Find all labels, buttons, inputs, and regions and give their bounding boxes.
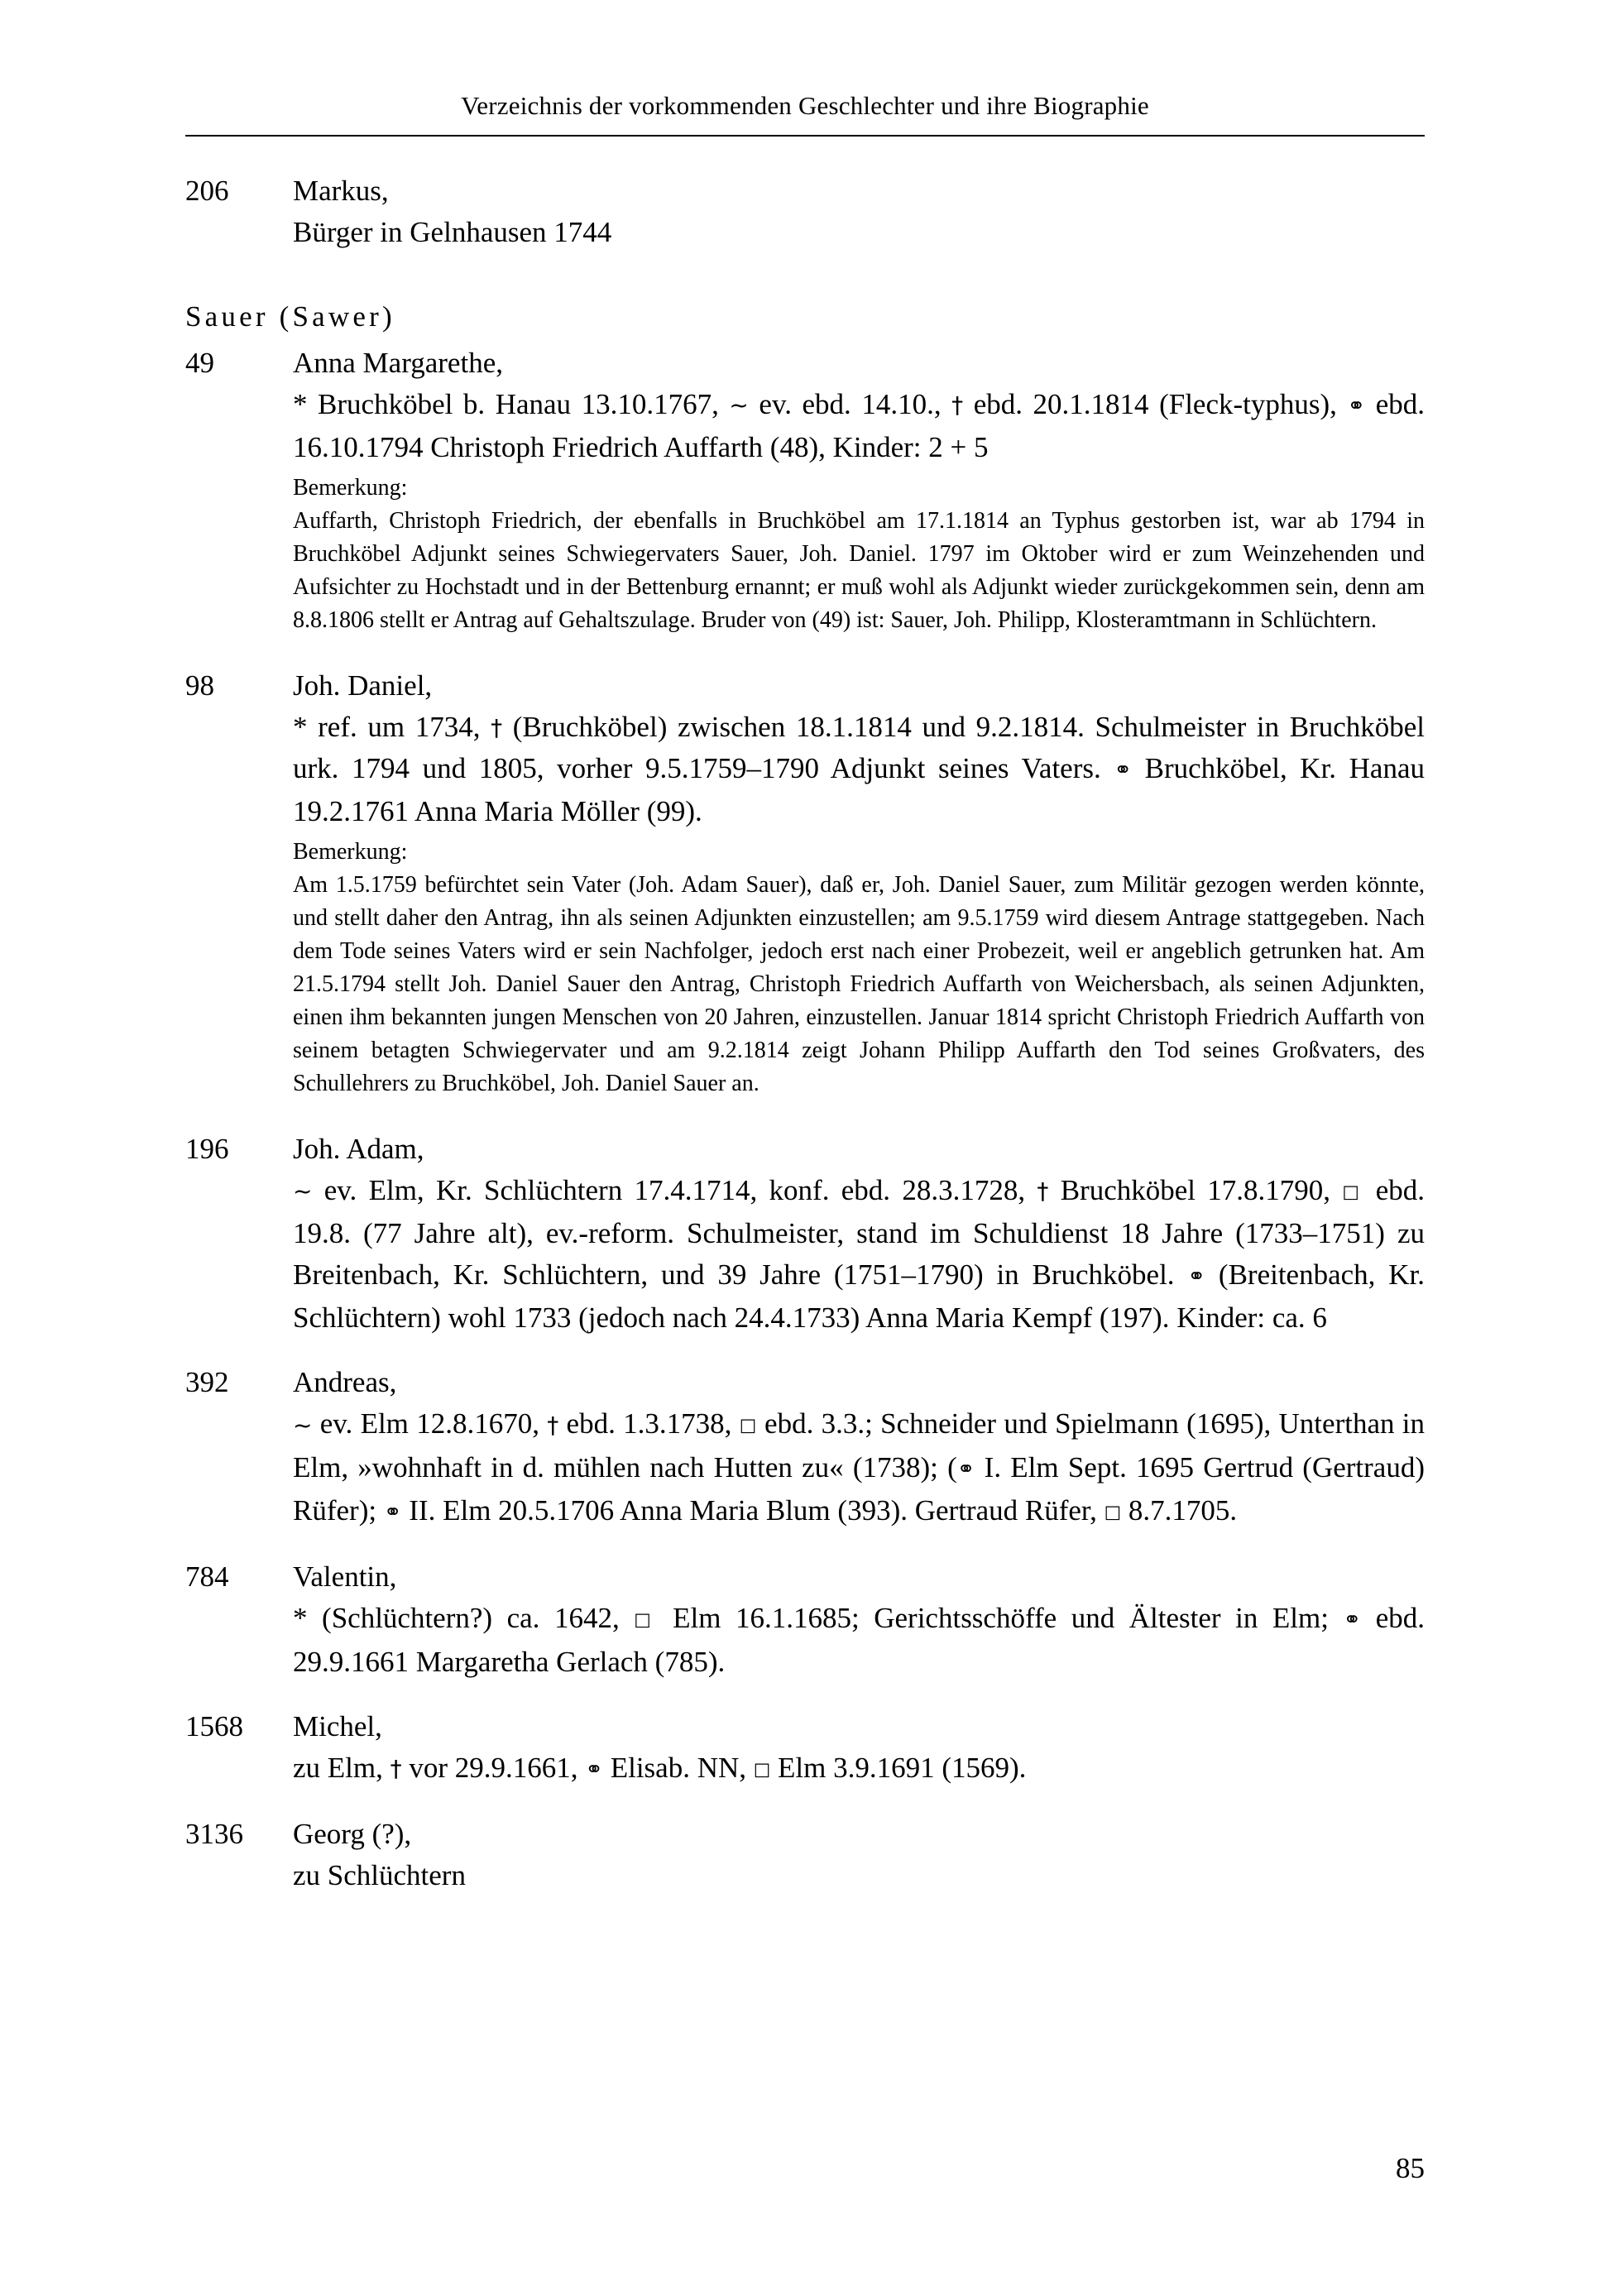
entry-number: 1568 (185, 1709, 243, 1742)
running-head: Verzeichnis der vorkommenden Geschlechter und ihre Biographie (461, 91, 1149, 120)
entry-196 (185, 1129, 1425, 1339)
entry-name: Markus, (293, 175, 389, 207)
entry-detail: * ref. um 1734, † (Bruchköbel) zwischen 18.1.1814 und 9.2.1814. Schulmeister in Bruchköbel urk. 1794 und 1805, vorher 9.5.1759–1790 Adjunkt seines Vaters. ⚭ Bruchköbel, Kr. Hanau 19.2.1761 Anna Maria Möller (99). (293, 710, 1425, 827)
remark-label: Bemerkung: (293, 474, 408, 501)
entry-number: 98 (185, 669, 214, 702)
entry-name: Andreas, (293, 1366, 397, 1399)
entry-206 (185, 170, 1425, 253)
entry-name: Valentin, (293, 1560, 397, 1594)
entry-detail: Bürger in Gelnhausen 1744 (293, 216, 612, 248)
entry-number: 392 (185, 1366, 229, 1399)
entry-1568 (185, 1706, 1425, 1790)
entry-detail: * Bruchköbel b. Hanau 13.10.1767, ~ ev. ebd. 14.10., † ebd. 20.1.1814 (Fleck-typhus), ⚭ ebd. 16.10.1794 Christoph Friedrich Auffarth (48), Kinder: 2 + 5 (293, 388, 1426, 463)
family-heading: Sauer (Sawer) (185, 300, 395, 333)
remark-label: Bemerkung: (293, 838, 408, 865)
entry-name: Georg (?), (293, 1817, 412, 1850)
entry-detail: zu Schlüchtern (293, 1858, 466, 1891)
entry-number: 49 (185, 347, 214, 379)
entry-name: Anna Margarethe, (293, 347, 503, 379)
entry-98 (185, 665, 1425, 1100)
page-body (185, 170, 1425, 1896)
running-head-rule (185, 135, 1425, 137)
page-number: 85 (1396, 2152, 1425, 2184)
entry-392 (185, 1362, 1425, 1533)
entry-number: 196 (185, 1132, 229, 1165)
remark-text: Auffarth, Christoph Friedrich, der ebenfalls in Bruchköbel am 17.1.1814 an Typhus gestorben ist, war ab 1794 in Bruchköbel Adjunkt seines Schwiegervaters Sauer, Joh. Daniel. 1797 im Oktober wird er zum Weinzehenden und Aufsichter zu Hochstadt und in der Bettenburg ernannt; er muß wohl als Adjunkt wieder zurückgekommen sein, denn am 8.8.1806 stellt er Antrag auf Gehaltszulage. Bruder von (49) ist: Sauer, Joh. Philipp, Klosteramtmann in Schlüchtern. (293, 507, 1425, 633)
entry-name: Michel, (293, 1709, 382, 1742)
entry-detail: * (Schlüchtern?) ca. 1642, □ Elm 16.1.1685; Gerichtsschöffe und Ältester in Elm; ⚭ ebd. 29.9.1661 Margaretha Gerlach (785). (293, 1602, 1425, 1678)
entry-detail: zu Elm, † vor 29.9.1661, ⚭ Elisab. NN, □ Elm 3.9.1691 (1569). (293, 1751, 1027, 1784)
entry-number: 3136 (185, 1817, 243, 1850)
entry-name: Joh. Adam, (293, 1132, 424, 1165)
entry-number: 206 (185, 175, 229, 207)
entry-784 (185, 1556, 1425, 1682)
remark-text: Am 1.5.1759 befürchtet sein Vater (Joh. Adam Sauer), daß er, Joh. Daniel Sauer, zum Militär gezogen werden könnte, und stellt daher den Antrag, ihn als seinen Adjunkten einzustellen; am 9.5.1759 wird diesem Antrage stattgegeben. Nach dem Tode seines Vaters wird er sein Nachfolger, jedoch erst nach einer Probezeit, weil er angeblich getrunken hat. Am 21.5.1794 stellt Joh. Daniel Sauer den Antrag, Christoph Friedrich Auffarth von Weichersbach, als seinen Adjunkten, einen ihm bekannten jungen Menschen von 20 Jahren, einzustellen. Januar 1814 spricht Christoph Friedrich Auffarth von seinem betagten Schwiegervater und am 9.2.1814 zeigt Johann Philipp Auffarth den Tod seines Großvaters, des Schullehrers zu Bruchköbel, Joh. Daniel Sauer an. (293, 871, 1425, 1096)
entry-detail: ~ ev. Elm 12.8.1670, † ebd. 1.3.1738, □ ebd. 3.3.; Schneider und Spielmann (1695), Unterthan in Elm, »wohnhaft in d. mühlen nach Hutten zu« (1738); (⚭ I. Elm Sept. 1695 Gertrud (Gertraud) Rüfer); ⚭ II. Elm 20.5.1706 Anna Maria Blum (393). Gertraud Rüfer, □ 8.7.1705. (293, 1407, 1426, 1527)
entry-name: Joh. Daniel, (293, 669, 433, 702)
entry-number: 784 (185, 1560, 229, 1594)
entry-49 (185, 343, 1425, 637)
entry-3136 (185, 1814, 1425, 1896)
entry-detail: ~ ev. Elm, Kr. Schlüchtern 17.4.1714, konf. ebd. 28.3.1728, † Bruchköbel 17.8.1790, □ ebd. 19.8. (77 Jahre alt), ev.-reform. Schulmeister, stand im Schuldienst 18 Jahre (1733–1751) zu Breitenbach, Kr. Schlüchtern, und 39 Jahre (1751–1790) in Bruchköbel. ⚭ (Breitenbach, Kr. Schlüchtern) wohl 1733 (jedoch nach 24.4.1733) Anna Maria Kempf (197). Kinder: ca. 6 (293, 1173, 1425, 1335)
